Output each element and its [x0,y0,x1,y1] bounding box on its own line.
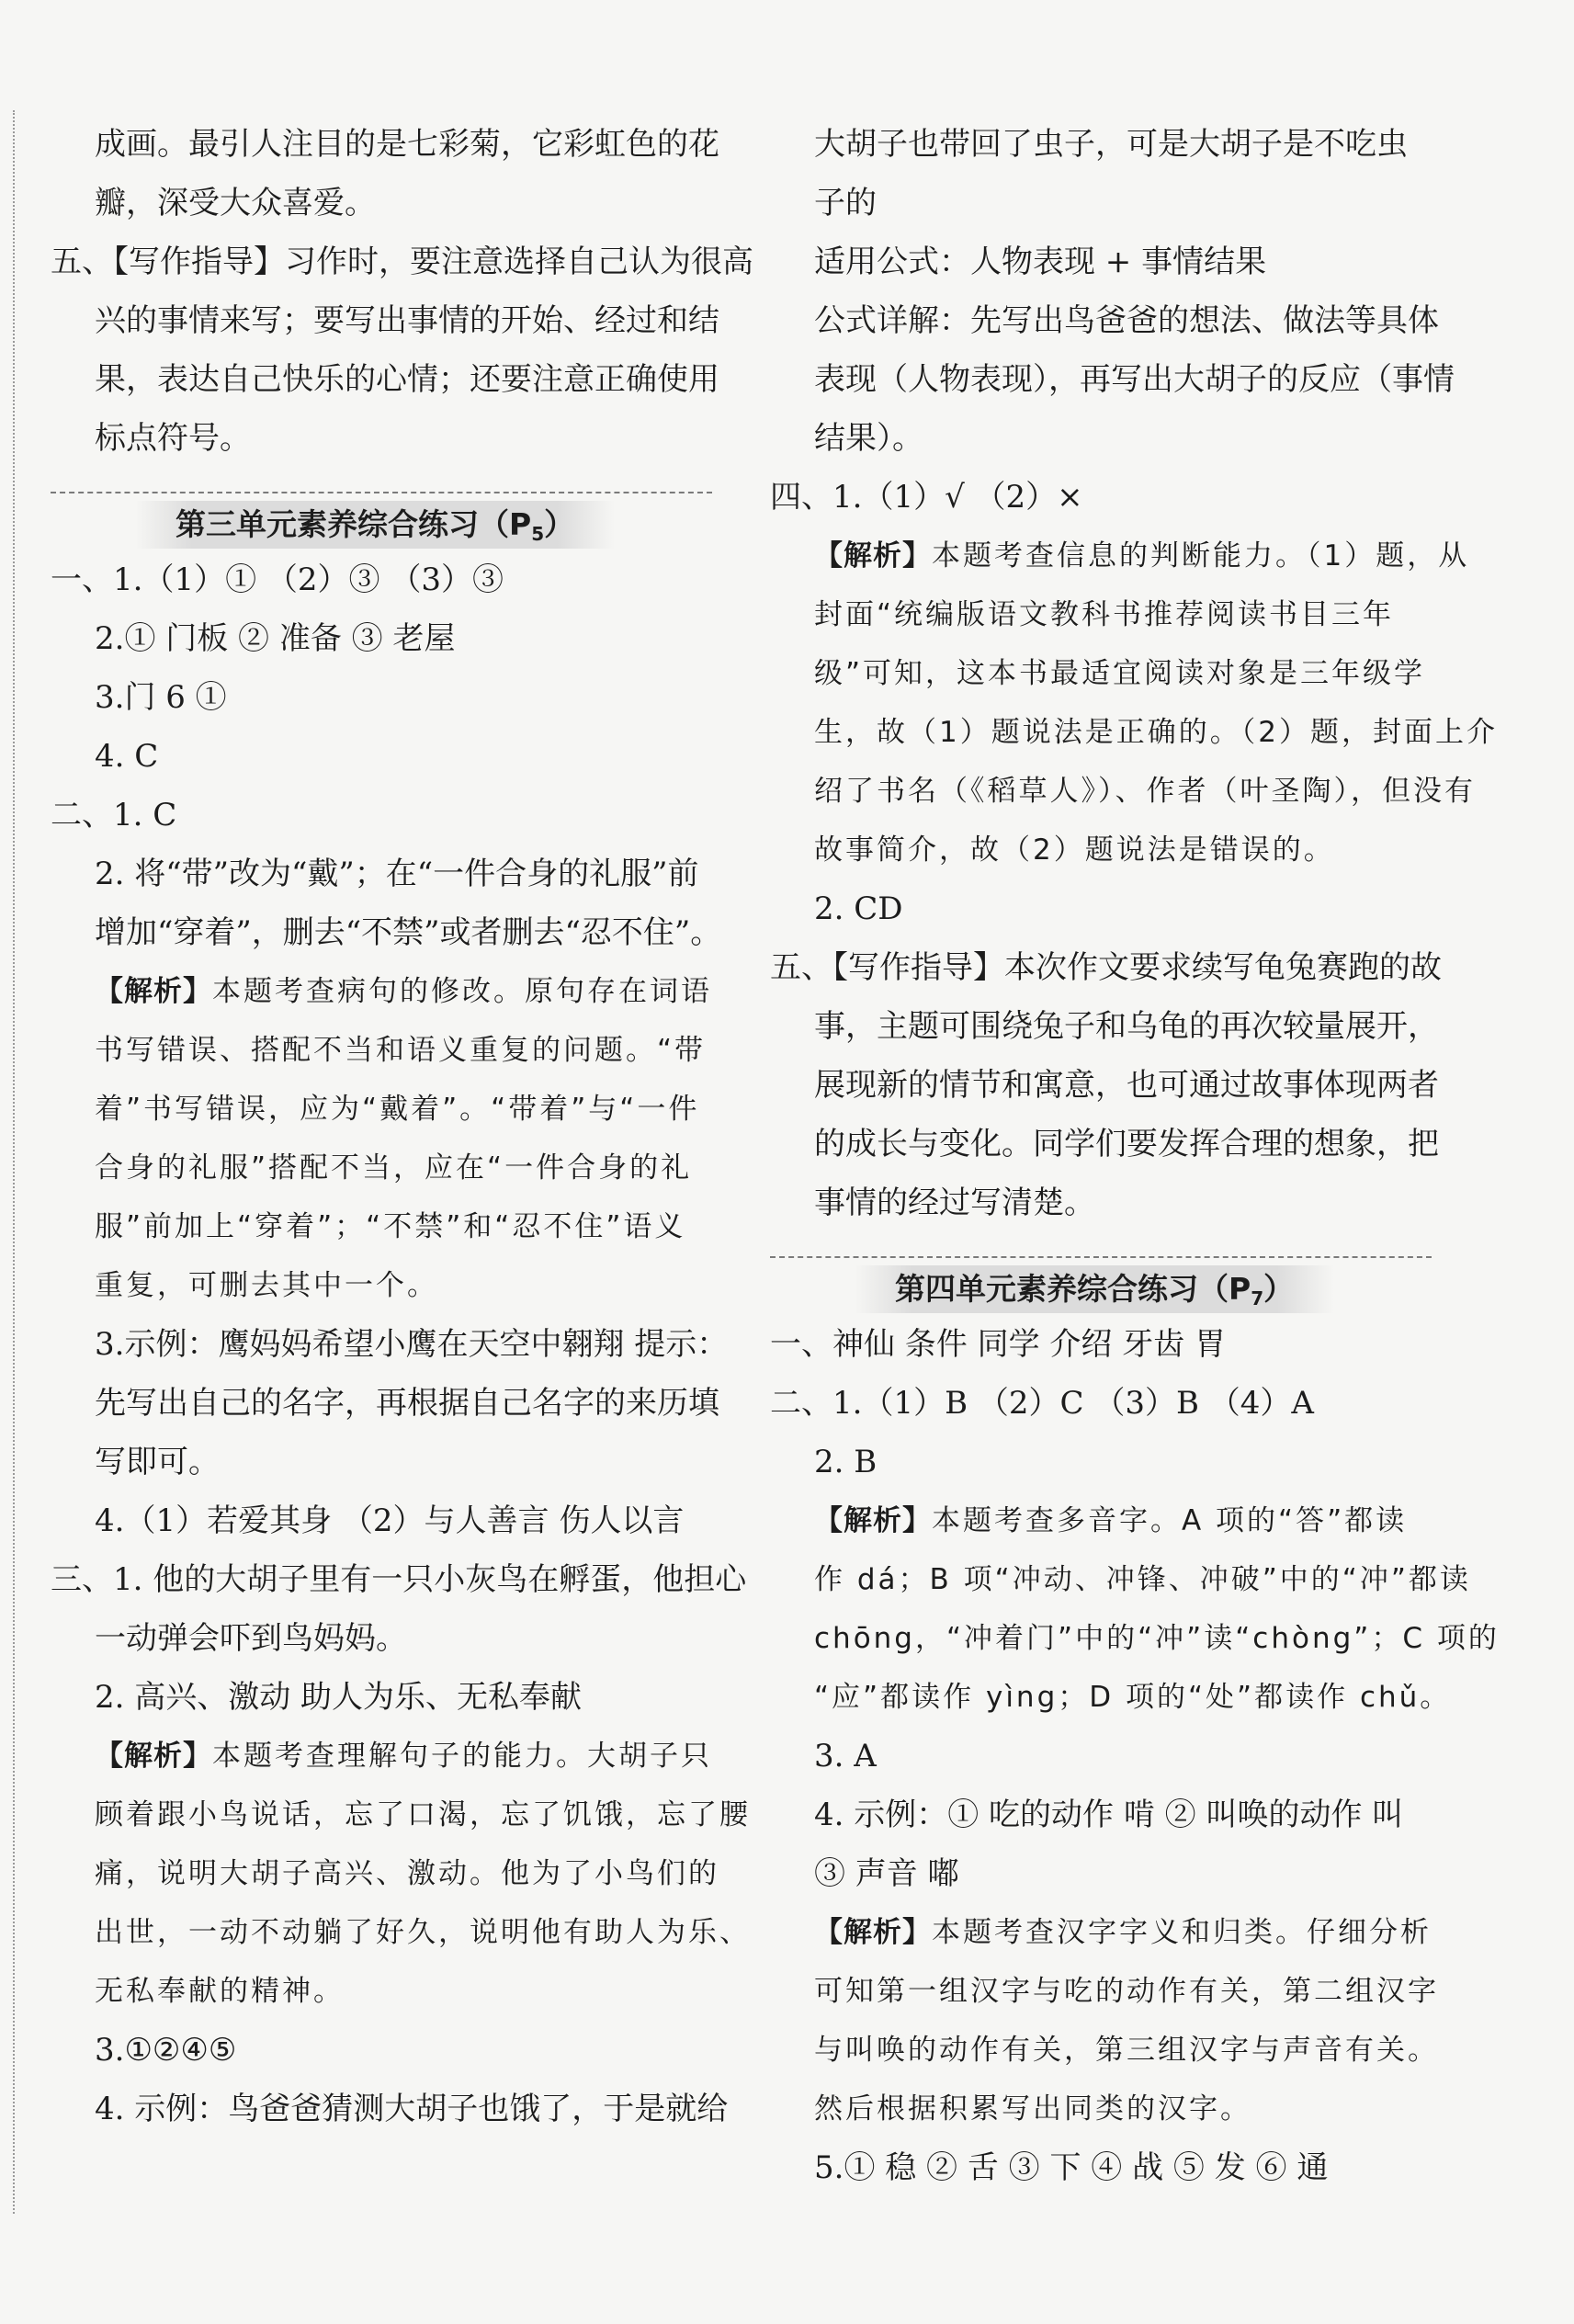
answer-line: 4. C [95,738,159,775]
explanation-line: 然后根据积累写出同类的汉字。 [814,2092,1251,2126]
page-subscript: 5 [531,523,545,545]
page-edge-dotted-line [13,110,15,2214]
answer-line: 五、【写作指导】本次作文要求续写龟兔赛跑的故 [770,949,1442,986]
explanation-line: 级”可知，这本书最适宜阅读对象是三年级学 [814,657,1426,690]
explanation-line: 合身的礼服”搭配不当，应在“一件合身的礼 [95,1151,693,1185]
text-line: 适用公式：人物表现 + 事情结果 [814,244,1267,280]
dashed-divider [51,492,712,493]
answer-line: ③ 声音 嘟 [814,1855,959,1892]
text-line: 公式详解：先写出鸟爸爸的想法、做法等具体 [814,302,1439,339]
answer-line: 四、1.（1）√ （2）× [770,479,1083,516]
explanation-line: 【解析】本题考查信息的判断能力。（1）题，从 [814,539,1470,572]
answer-line: 一、神仙 条件 同学 介绍 牙齿 胃 [770,1326,1227,1363]
answer-line: 3.①②④⑤ [95,2032,237,2069]
answer-line: 三、1. 他的大胡子里有一只小灰鸟在孵蛋，他担心 [51,1561,747,1598]
answer-line: 3. A [814,1738,877,1774]
answer-line: 事，主题可围绕兔子和乌龟的再次较量展开， [814,1008,1439,1045]
explanation-line: 作 dá；B 项“冲动、冲锋、冲破”中的“冲”都读 [814,1563,1471,1596]
explanation-tag: 【解析】 [814,1916,932,1949]
explanation-line: chōng，“冲着门”中的“冲”读“chòng”；C 项的 [814,1622,1500,1655]
answer-line: 兴的事情来写；要写出事情的开始、经过和结 [95,302,719,339]
explanation-line: 痛，说明大胡子高兴、激动。他为了小鸟们的 [95,1857,719,1890]
answer-line: 3.示例：鹰妈妈希望小鹰在天空中翱翔 提示： [95,1326,729,1363]
text-line: 大胡子也带回了虫子，可是大胡子是不吃虫 [814,126,1408,163]
explanation-line: 可知第一组汉字与吃的动作有关，第二组汉字 [814,1975,1439,2008]
section-header-unit3 [51,481,712,545]
explanation-tag: 【解析】 [814,539,932,572]
section-title: 第三单元素养综合练习$(P_5)$ [135,501,615,549]
section-title: 第四单元素养综合练习$(P_7)$ [855,1265,1334,1313]
explanation-line: 生，故（1）题说法是正确的。（2）题，封面上介 [814,716,1498,749]
explanation-line: 绍了书名（《稻草人》）、作者（叶圣陶），但没有 [814,775,1476,808]
explanation-line: 【解析】本题考查理解句子的能力。大胡子只 [95,1740,712,1773]
explanation-line: 无私奉献的精神。 [95,1975,345,2008]
explanation-line: 封面“统编版语文教科书推荐阅读书目三年 [814,598,1395,631]
answer-line: 4. 示例：鸟爸爸猜测大胡子也饿了，于是就给 [95,2091,729,2127]
answer-line: 展现新的情节和寓意，也可通过故事体现两者 [814,1067,1439,1104]
answer-line: 一动弹会吓到鸟妈妈。 [95,1620,407,1657]
answer-line: 一、1.（1）① （2）③ （3）③ [51,561,504,598]
answer-line: 果，表达自己快乐的心情；还要注意正确使用 [95,361,719,398]
explanation-line: 与叫唤的动作有关，第三组汉字与声音有关。 [814,2034,1439,2067]
answer-line: 4. 示例：① 吃的动作 啃 ② 叫唤的动作 叫 [814,1797,1404,1833]
text-line: 表现（人物表现），再写出大胡子的反应（事情 [814,361,1455,398]
text-line: 成画。最引人注目的是七彩菊，它彩虹色的花 [95,126,719,163]
answer-line: 2. 高兴、激动 助人为乐、无私奉献 [95,1679,583,1716]
answer-line: 2. B [814,1444,878,1480]
answer-line: 二、1.（1）B （2）C （3）B （4）A [770,1385,1314,1422]
answer-line: 4.（1）若爱其身 （2）与人善言 伤人以言 [95,1502,685,1539]
text-line: 子的 [814,185,877,221]
answer-line: 标点符号。 [95,420,251,457]
answer-line: 增加“穿着”，删去“不禁”或者删去“忍不住”。 [95,914,722,951]
explanation-tag: 【解析】 [814,1504,932,1537]
explanation-line: 【解析】本题考查多音字。A 项的“答”都读 [814,1504,1408,1537]
right-column [770,115,1500,2197]
text-line: 瓣，深受大众喜爱。 [95,185,376,221]
explanation-line: 顾着跟小鸟说话，忘了口渴，忘了饥饿，忘了腰 [95,1798,751,1831]
answer-line: 2.① 门板 ② 准备 ③ 老屋 [95,620,456,657]
left-column [51,115,753,2138]
answer-line: 的成长与变化。同学们要发挥合理的想象，把 [814,1126,1439,1162]
explanation-line: 故事简介，故（2）题说法是错误的。 [814,833,1335,867]
text-line: 结果）。 [814,420,923,457]
explanation-tag: 【解析】 [95,1740,212,1773]
answer-line: 写即可。 [95,1444,220,1480]
dashed-divider [770,1256,1432,1258]
answer-line: 先写出自己的名字，再根据自己名字的来历填 [95,1385,719,1422]
answer-line: 2. 将“带”改为“戴”；在“一件合身的礼服”前 [95,856,699,892]
explanation-line: 【解析】本题考查病句的修改。原句存在词语 [95,975,712,1008]
explanation-line: 书写错误、搭配不当和语义重复的问题。“带 [95,1034,707,1067]
explanation-line: 着”书写错误，应为“戴着”。“带着”与“一件 [95,1093,700,1126]
explanation-line: “应”都读作 yìng；D 项的“处”都读作 chǔ。 [814,1681,1452,1714]
explanation-tag: 【解析】 [95,975,212,1008]
answer-line: 事情的经过写清楚。 [814,1185,1095,1221]
explanation-line: 【解析】本题考查汉字字义和归类。仔细分析 [814,1916,1432,1949]
answer-line: 2. CD [814,890,903,927]
explanation-line: 服”前加上“穿着”；“不禁”和“忍不住”语义 [95,1210,686,1243]
answer-line: 3.门 6 ① [95,679,227,716]
answer-line: 5.① 稳 ② 舌 ③ 下 ④ 战 ⑤ 发 ⑥ 通 [814,2149,1329,2186]
explanation-line: 出世，一动不动躺了好久，说明他有助人为乐、 [95,1916,751,1949]
explanation-line: 重复，可删去其中一个。 [95,1269,438,1302]
answer-line: 二、1. C [51,797,177,833]
page-subscript: 7 [1251,1287,1264,1309]
answer-line: 五、【写作指导】习作时，要注意选择自己认为很高 [51,244,753,280]
section-header-unit4 [770,1245,1432,1309]
